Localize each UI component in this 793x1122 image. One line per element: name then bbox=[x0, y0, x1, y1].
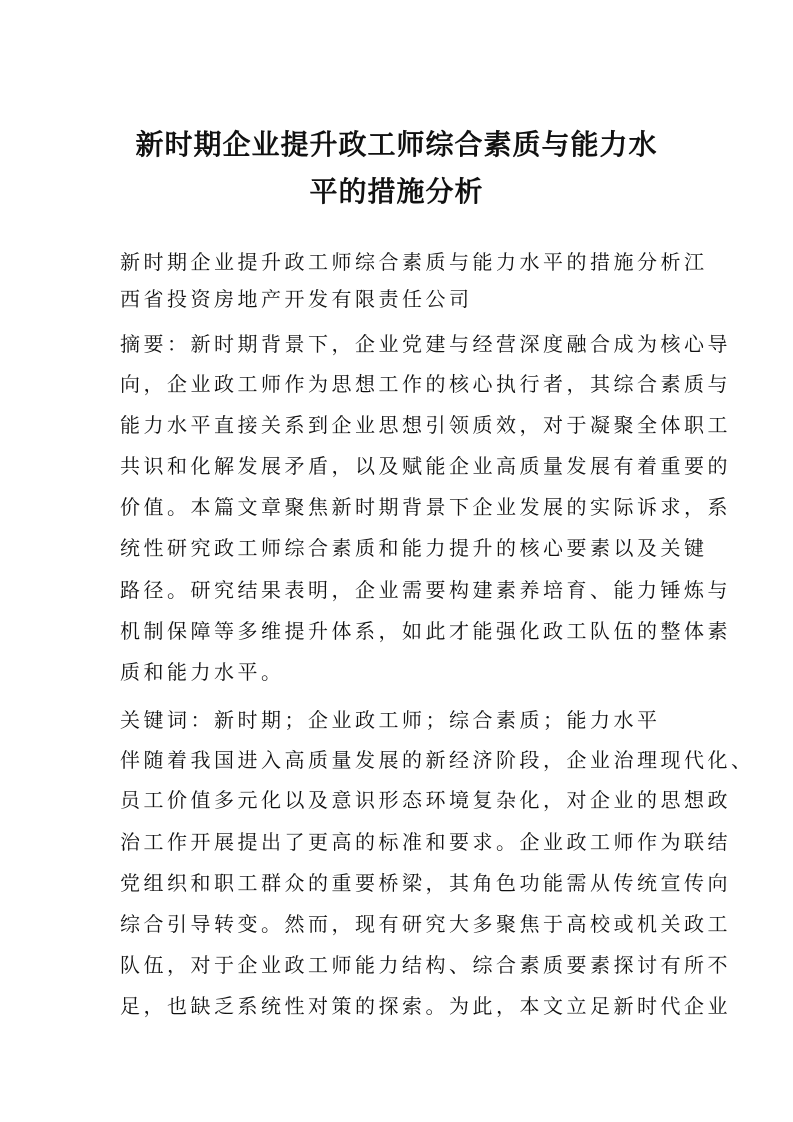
abstract-line: 统性研究政工师综合素质和能力提升的核心要素以及关键 bbox=[120, 536, 708, 560]
subtitle-line: 西省投资房地产开发有限责任公司 bbox=[120, 287, 473, 311]
body-line: 队伍，对于企业政工师能力结构、综合素质要素探讨有所不 bbox=[120, 953, 731, 977]
keywords-line: 关键词：新时期；企业政工师；综合素质；能力水平 bbox=[120, 708, 661, 732]
abstract-line: 质和能力水平。 bbox=[120, 660, 285, 684]
subtitle-line: 新时期企业提升政工师综合素质与能力水平的措施分析江 bbox=[120, 250, 708, 274]
abstract-line: 共识和化解发展矛盾，以及赋能企业高质量发展有着重要的 bbox=[120, 454, 731, 478]
abstract-line: 向，企业政工师作为思想工作的核心执行者，其综合素质与 bbox=[120, 372, 731, 396]
document-title-line-2: 平的措施分析 bbox=[309, 175, 484, 208]
abstract-line: 价值。本篇文章聚焦新时期背景下企业发展的实际诉求，系 bbox=[120, 495, 731, 519]
abstract-line: 能力水平直接关系到企业思想引领质效，对于凝聚全体职工 bbox=[120, 413, 731, 437]
body-line: 综合引导转变。然而，现有研究大多聚焦于高校或机关政工 bbox=[120, 912, 731, 936]
body-line: 党组织和职工群众的重要桥梁，其角色功能需从传统宣传向 bbox=[120, 871, 731, 895]
abstract-line: 机制保障等多维提升体系，如此才能强化政工队伍的整体素 bbox=[120, 619, 731, 643]
abstract-line: 路径。研究结果表明，企业需要构建素养培育、能力锤炼与 bbox=[120, 578, 731, 602]
body-line: 员工价值多元化以及意识形态环境复杂化，对企业的思想政 bbox=[120, 788, 731, 812]
body-line: 伴随着我国进入高质量发展的新经济阶段，企业治理现代化、 bbox=[120, 748, 755, 772]
abstract-line: 摘要：新时期背景下，企业党建与经营深度融合成为核心导 bbox=[120, 332, 731, 356]
document-title-line-1: 新时期企业提升政工师综合素质与能力水 bbox=[135, 128, 658, 161]
body-line: 治工作开展提出了更高的标准和要求。企业政工师作为联结 bbox=[120, 830, 731, 854]
body-line: 足，也缺乏系统性对策的探索。为此，本文立足新时代企业 bbox=[120, 994, 731, 1018]
